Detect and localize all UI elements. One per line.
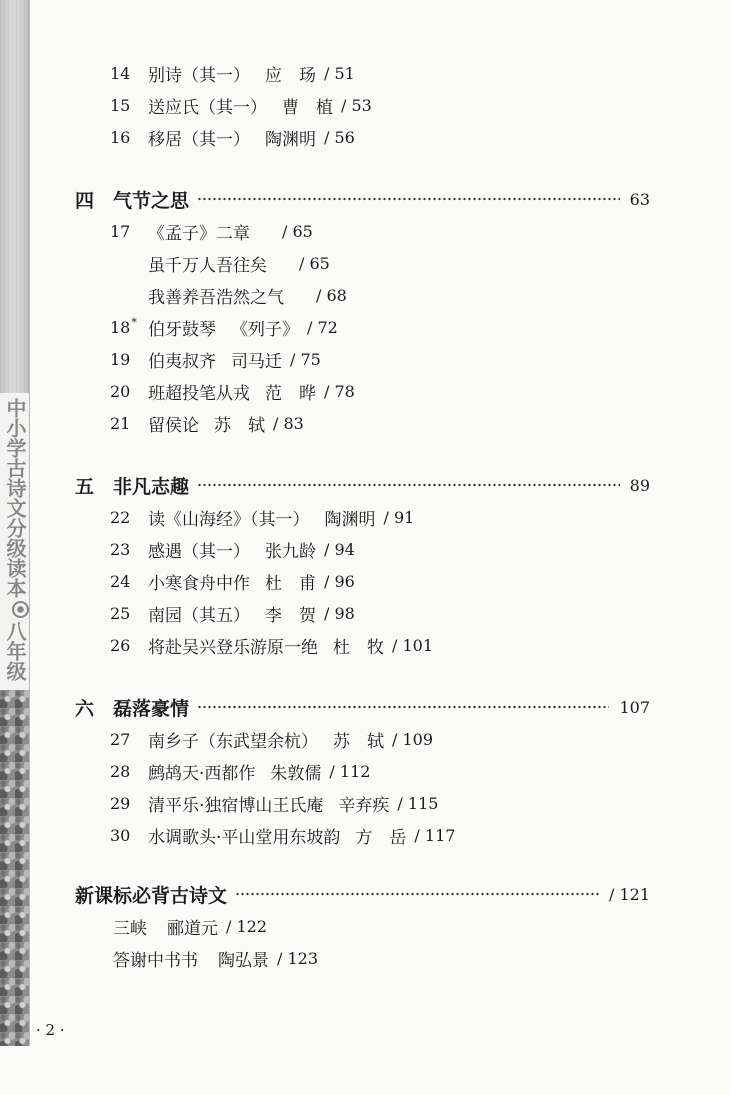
dot-leader [197,469,620,501]
toc-entry [0,57,730,89]
entry-number: 28 [110,761,131,781]
entry-number: 26 [110,635,131,655]
entry-number-value: 18 [110,317,131,337]
entry-number: 19 [110,349,131,369]
entry-page: / 109 [392,729,434,749]
toc-entry [0,407,730,439]
toc-entry [0,343,730,375]
entry-number: 22 [110,507,131,527]
dot-leader [235,878,599,910]
toc-entry [0,629,730,661]
section-page: 107 [619,697,650,717]
section-numeral: 五 [75,475,95,498]
entry-author: 曹 植 [282,97,333,118]
entry-author: 苏 轼 [214,415,265,436]
entry-title: 伯夷叔齐 [148,351,216,372]
entry-number: 17 [110,221,131,241]
entry-title: 班超投笔从戎 [148,383,250,404]
entry-page: / 83 [273,413,304,433]
entry-number: 24 [110,571,131,591]
entry-title: 读《山海经》（其一） [148,509,310,530]
toc-sub-entry [0,279,730,311]
toc-sub-entry [0,247,730,279]
appendix-page: / 121 [608,884,650,904]
entry-title: 我善养吾浩然之气 [148,287,284,308]
entry-number: 14 [110,63,131,83]
entry-number: 25 [110,603,131,623]
entry-page: / 101 [392,635,434,655]
toc-entry [0,597,730,629]
entry-page: / 115 [397,793,439,813]
entry-page: / 91 [383,507,415,527]
entry-title: 伯牙鼓琴 [148,319,216,340]
entry-title: 水调歌头·平山堂用东坡韵 [148,827,341,848]
entry-author: 方 岳 [355,827,407,848]
entry-author: 陶渊明 [324,509,376,530]
entry-number: 30 [110,825,131,845]
entry-number: 15 [110,95,131,115]
entry-page: / 72 [307,317,338,337]
section-heading [0,691,730,723]
entry-page: / 51 [324,63,355,83]
entry-title: 三峡 [113,918,147,939]
entry-page: / 65 [299,253,330,273]
toc-entry [0,215,730,247]
section-heading [0,183,730,215]
series-title: 中小学古诗文分级读本 [3,398,27,598]
entry-page: / 123 [277,948,319,968]
grade-label: 八年级 [3,621,27,681]
table-of-contents [0,57,730,974]
entry-page: / 65 [282,221,313,241]
entry-page: / 68 [316,285,347,305]
toc-entry [0,565,730,597]
entry-author: 李 贺 [265,605,316,626]
toc-appendix-entry [0,942,730,974]
entry-page: / 78 [324,381,355,401]
entry-author: 杜 甫 [265,573,316,594]
entry-number: 21 [110,413,131,433]
entry-author: 朱敦儒 [270,763,322,784]
appendix-heading [0,878,730,910]
entry-page: / 75 [290,349,321,369]
entry-page: / 112 [329,761,371,781]
entry-title: 送应氏（其一） [148,97,267,118]
entry-title: 虽千万人吾往矣 [148,255,267,276]
entry-page: / 96 [324,571,355,591]
entry-author: 司马迁 [231,351,282,372]
entry-number: 29 [110,793,131,813]
entry-number: 27 [110,729,131,749]
entry-title: 清平乐·独宿博山王氏庵 [148,795,324,816]
section-heading [0,469,730,501]
section-title: 磊落豪情 [113,697,190,720]
entry-title: 留侯论 [148,415,199,436]
toc-entry [0,375,730,407]
entry-title: 将赴吴兴登乐游原一绝 [148,637,318,658]
entry-title: 《孟子》二章 [148,223,250,244]
entry-title: 鹧鸪天·西都作 [148,763,256,784]
optional-reading-mark: * [131,316,137,330]
dot-leader [197,183,620,215]
entry-author: 《列子》 [231,319,299,340]
section-title: 气节之思 [113,189,190,212]
entry-author: 杜 牧 [333,637,384,658]
toc-entry [0,755,730,787]
entry-title: 小寒食舟中作 [148,573,250,594]
toc-entry [0,787,730,819]
entry-author: 张九龄 [265,541,316,562]
toc-entry [0,89,730,121]
entry-title: 别诗（其一） [148,65,250,86]
entry-number: 16 [110,127,131,147]
toc-appendix-entry [0,910,730,942]
toc-entry [0,501,730,533]
entry-author: 郦道元 [167,918,218,939]
entry-page: / 56 [324,127,355,147]
entry-title: 答谢中书书 [113,950,198,971]
entry-author: 范 晔 [265,383,316,404]
entry-title: 感遇（其一） [148,541,250,562]
entry-title: 南乡子（东武望余杭） [148,731,318,752]
page-number: · 2 · [36,1021,65,1039]
entry-author: 苏 轼 [333,731,384,752]
entry-author: 陶弘景 [218,950,269,971]
entry-number [110,318,148,337]
entry-page: / 94 [324,539,355,559]
dot-leader [197,691,609,723]
toc-entry [0,533,730,565]
toc-entry [0,311,730,343]
entry-title: 南园（其五） [148,605,250,626]
entry-number: 20 [110,381,131,401]
toc-entry [0,819,730,851]
entry-number: 23 [110,539,131,559]
entry-author: 陶渊明 [265,129,316,150]
section-page: 89 [629,475,650,495]
section-numeral: 六 [75,697,95,720]
section-page: 63 [629,189,650,209]
section-numeral: 四 [75,189,95,212]
entry-page: / 53 [341,95,372,115]
entry-title: 移居（其一） [148,129,250,150]
toc-entry [0,723,730,755]
entry-author: 应 玚 [265,65,316,86]
entry-page: / 117 [414,825,456,845]
toc-entry [0,121,730,153]
entry-author: 辛弃疾 [338,795,390,816]
section-title: 非凡志趣 [113,475,190,498]
entry-page: / 122 [226,916,268,936]
entry-page: / 98 [324,603,355,623]
appendix-title: 新课标必背古诗文 [75,884,228,907]
